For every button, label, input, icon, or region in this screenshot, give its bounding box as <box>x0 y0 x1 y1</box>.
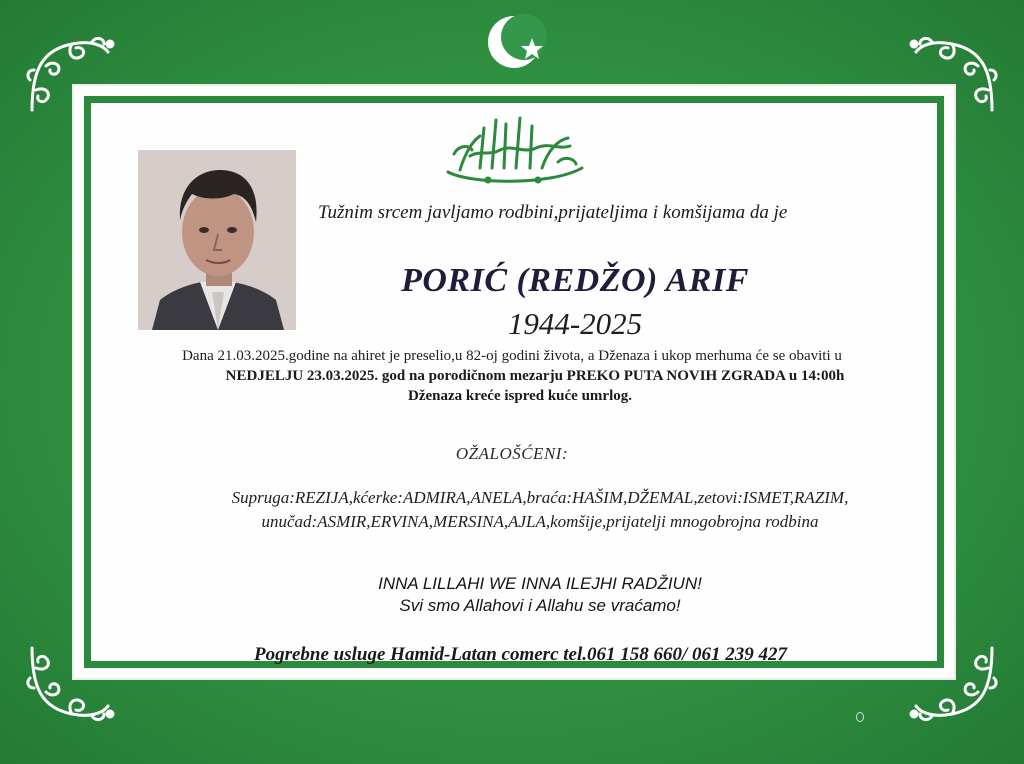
mourners-heading: OŽALOŠĆENI: <box>455 444 569 463</box>
crescent-star-icon <box>478 8 558 74</box>
prayer-translation: Svi smo Allahovi i Allahu se vraćamo! <box>399 596 681 615</box>
prayer-line: INNA LILLAHI WE INNA ILEJHI RADŽIUN! <box>378 574 702 593</box>
funeral-service-contact: Pogrebne usluge Hamid-Latan comerc tel.061 158 660/ 061 239 427 <box>254 644 788 665</box>
family-list-line: unučad:ASMIR,ERVINA,MERSINA,AJLA,komšije,prijatelji mnogobrojna rodbina <box>261 512 819 531</box>
deceased-photo <box>138 150 296 330</box>
decorative-mark <box>856 712 864 722</box>
death-details-line: Dana 21.03.2025.godine na ahiret je preselio,u 82-oj godini života, a Dženaza i ukop merhuma će se obaviti u <box>182 348 842 364</box>
arabic-calligraphy-icon <box>440 110 590 190</box>
life-years: 1944-2025 <box>507 306 643 341</box>
family-list-line: Supruga:REZIJA,kćerke:ADMIRA,ANELA,braća:HAŠIM,DŽEMAL,zetovi:ISMET,RAZIM, <box>231 488 849 507</box>
intro-text: Tužnim srcem javljamo rodbini,prijateljima i komšijama da je <box>318 202 788 223</box>
funeral-details-line: NEDJELJU 23.03.2025. god na porodičnom mezarju PREKO PUTA NOVIH ZGRADA u 14:00h <box>225 368 845 384</box>
deceased-name: PORIĆ (REDŽO) ARIF <box>401 262 749 299</box>
procession-line: Dženaza kreće ispred kuće umrlog. <box>408 388 632 404</box>
